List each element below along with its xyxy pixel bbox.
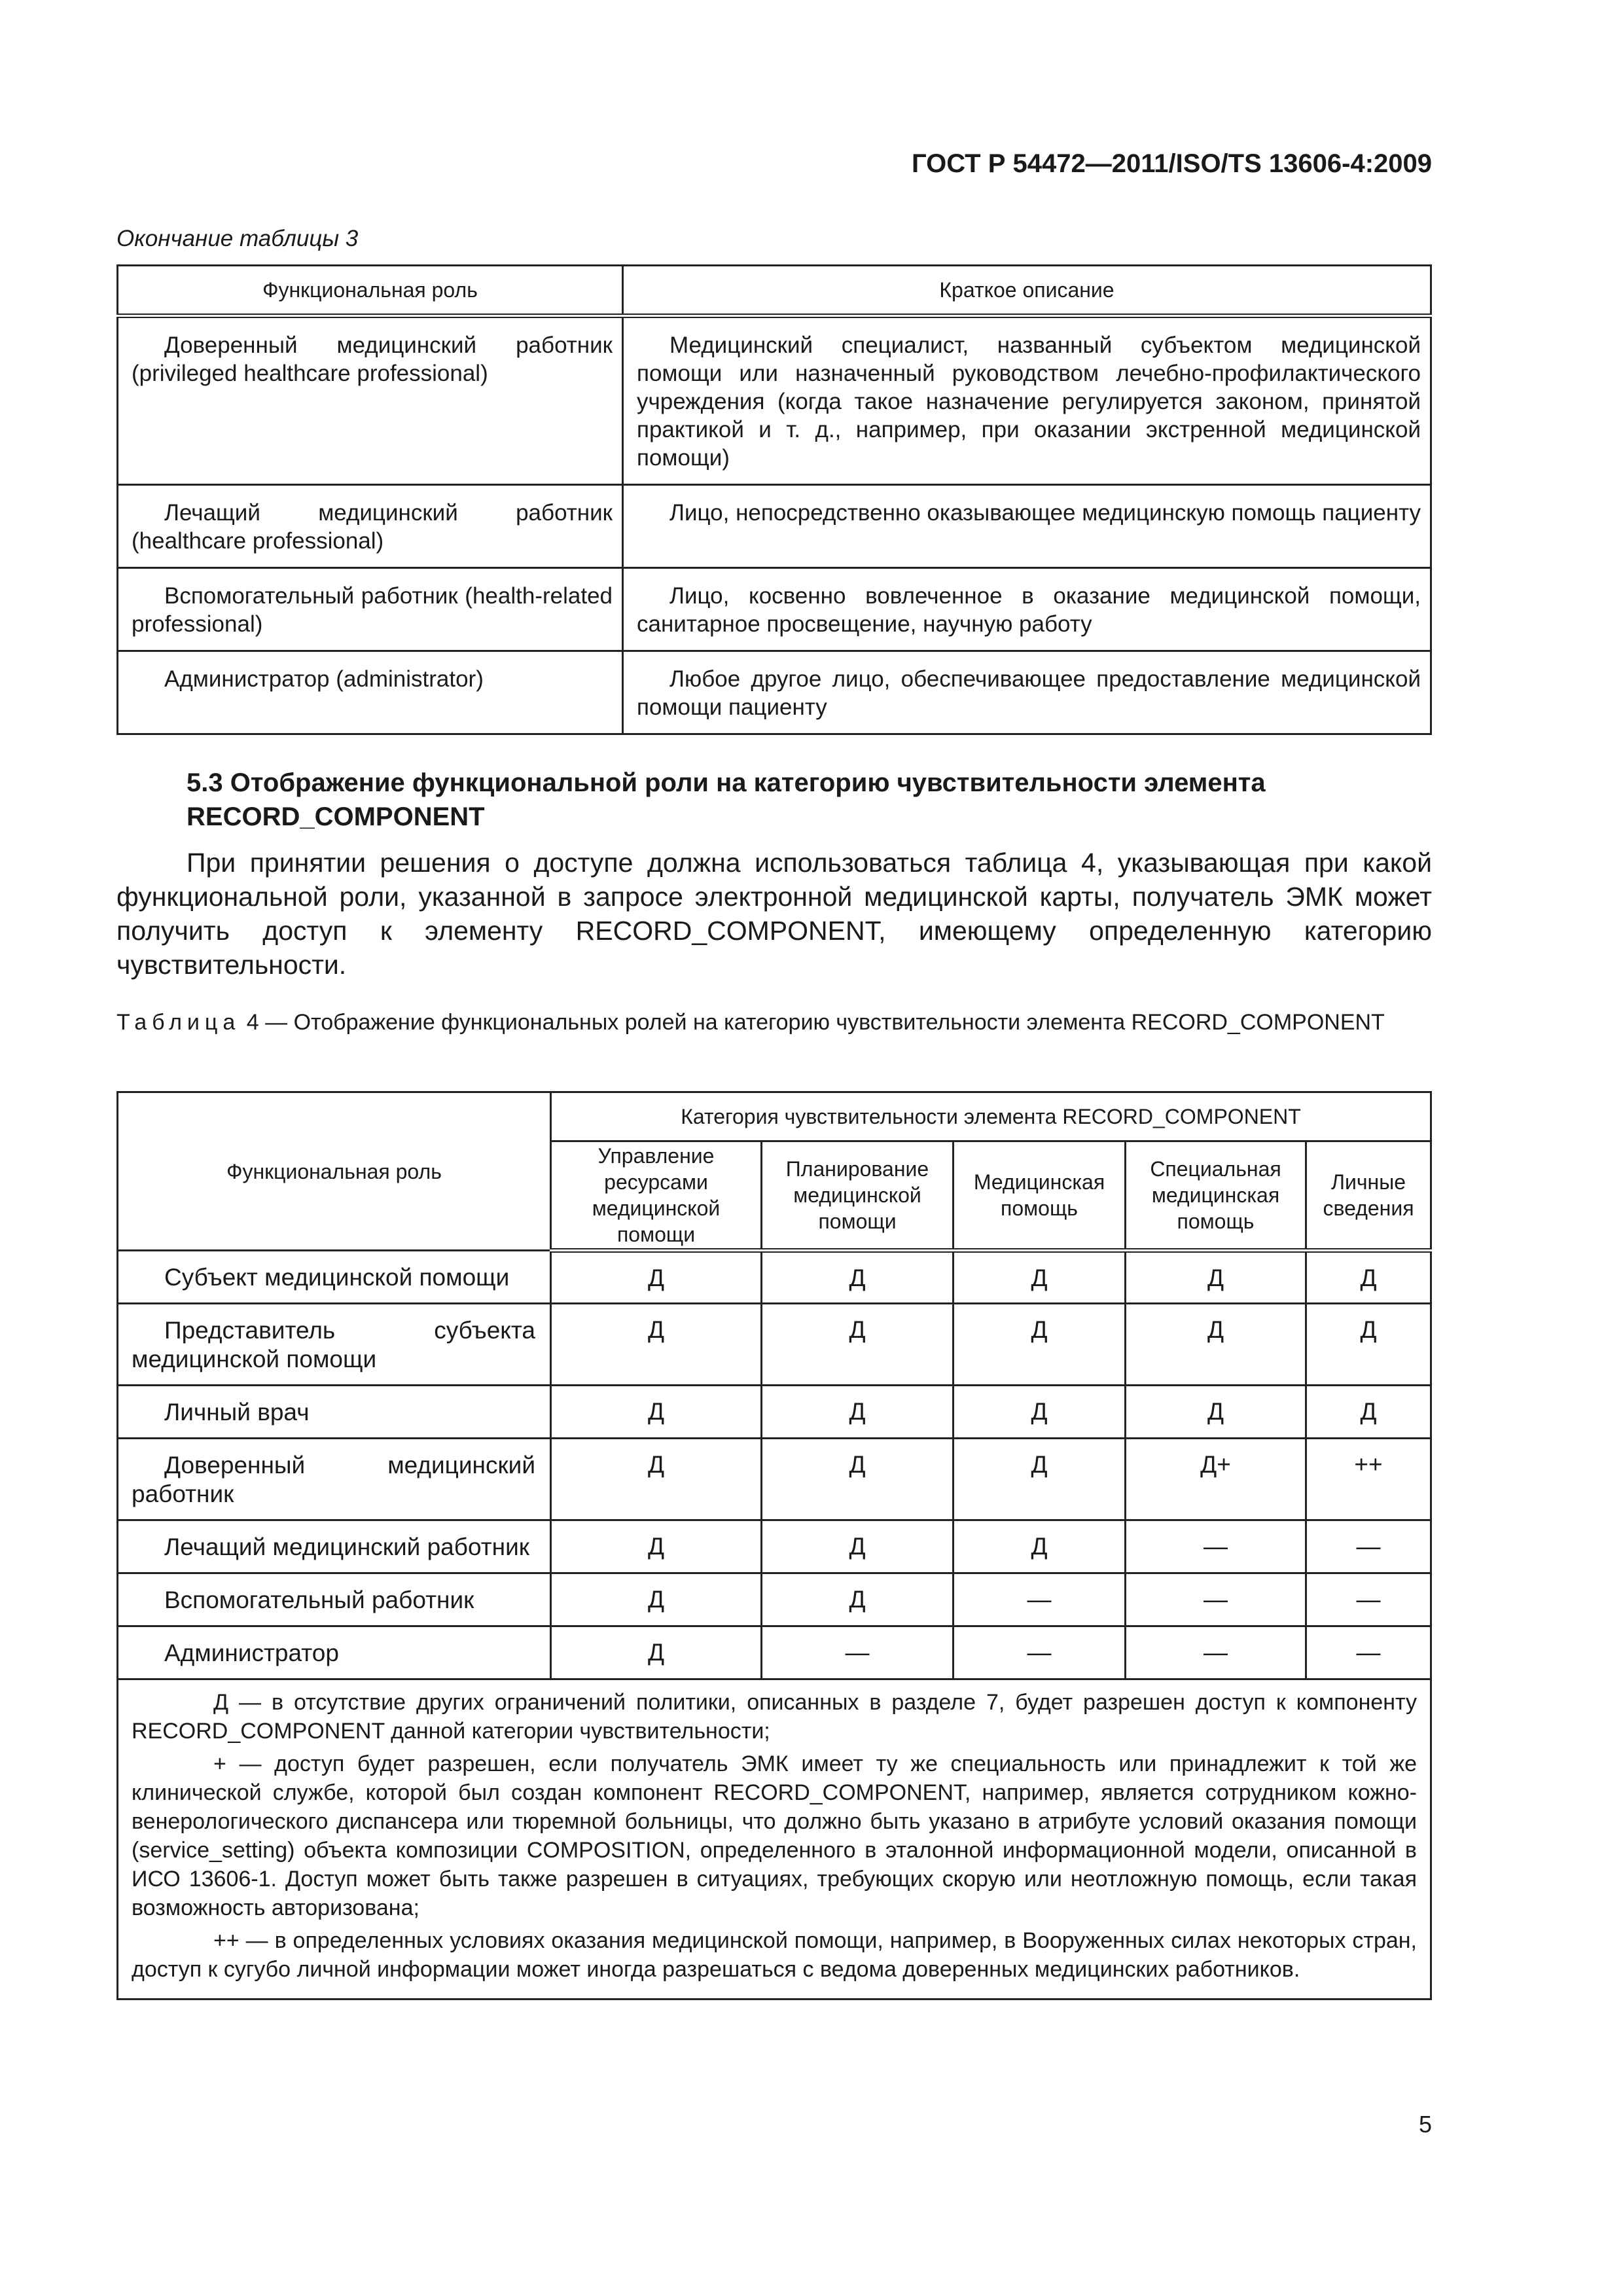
table4-value-cell: Д: [954, 1439, 1126, 1520]
table3-caption: Окончание таблицы 3: [116, 226, 359, 251]
table4-value-cell: —: [954, 1626, 1126, 1679]
page-number: 5: [1418, 2111, 1432, 2138]
table4-value-cell: Д: [551, 1520, 762, 1573]
table4-value-cell: —: [762, 1626, 954, 1679]
table4-notes: [118, 1679, 1431, 2000]
table4-value-cell: Д: [551, 1304, 762, 1386]
table4-caption-label: Таблица: [116, 1010, 241, 1035]
table-row: [118, 1304, 1431, 1386]
table4-value-cell: Д: [1306, 1251, 1431, 1304]
table3-description-cell: Медицинский специалист, названный субъектом медицинской помощи или назначенный руководством лечебно-профилактического учреждения (когда такое назначение регулируется законом, принятой практикой и т. д., например, при оказании экстренной медицинской помощи): [623, 316, 1431, 485]
table4-value-cell: —: [954, 1573, 1126, 1626]
table4-value-cell: Д: [762, 1386, 954, 1439]
table4-value-cell: Д: [762, 1251, 954, 1304]
table4-value-cell: —: [1126, 1573, 1306, 1626]
table-row: [118, 316, 1431, 485]
table4-value-cell: —: [1306, 1626, 1431, 1679]
table4-role-cell: Доверенный медицинский работник: [118, 1439, 551, 1520]
table4-value-cell: Д: [762, 1304, 954, 1386]
table4-value-cell: Д: [954, 1386, 1126, 1439]
table4-note: Д — в отсутствие других ограничений политики, описанных в разделе 7, будет разрешен доступ к компоненту RECORD_COMPONENT данной категории чувствительности;: [132, 1690, 1417, 1744]
table4-role-cell: Вспомогательный работник: [118, 1573, 551, 1626]
table4-column-header: Медицинская помощь: [954, 1141, 1126, 1251]
table-row: [118, 1626, 1431, 1679]
table4-column-header: Специальная медицинская помощь: [1126, 1141, 1306, 1251]
table4-value-cell: Д: [1126, 1304, 1306, 1386]
table4-value-cell: Д: [954, 1251, 1126, 1304]
table4-value-cell: Д: [551, 1439, 762, 1520]
table4-value-cell: ++: [1306, 1439, 1431, 1520]
table4-value-cell: Д: [762, 1520, 954, 1573]
table-row: [118, 568, 1431, 651]
table4-value-cell: Д: [551, 1626, 762, 1679]
table4-value-cell: Д: [1126, 1251, 1306, 1304]
table4-value-cell: —: [1126, 1520, 1306, 1573]
table-row: [118, 1520, 1431, 1573]
section-title: 5.3 Отображение функциональной роли на категорию чувствительности элемента RECORD_COMPONENT: [187, 768, 1266, 831]
table4-header-category: Категория чувствительности элемента RECORD_COMPONENT: [551, 1092, 1431, 1141]
table4-column-header: Личные сведения: [1306, 1141, 1431, 1251]
table4-caption: [116, 1008, 1432, 1037]
table4-header-role: Функциональная роль: [118, 1092, 551, 1251]
table-4: [116, 1091, 1432, 2000]
table4-notes-row: [118, 1679, 1431, 2000]
table4-value-cell: Д: [551, 1386, 762, 1439]
table4-column-header: Управление ресурсами медицинской помощи: [551, 1141, 762, 1251]
table3-role-cell: Администратор (administrator): [118, 651, 623, 734]
table4-column-header: Планирование медицинской помощи: [762, 1141, 954, 1251]
table-3: [116, 264, 1432, 735]
table-row: [118, 1251, 1431, 1304]
section-paragraph: При принятии решения о доступе должна использоваться таблица 4, указывающая при какой функциональной роли, указанной в запросе электронной медицинской карты, получатель ЭМК может получить доступ к элементу RECORD_COMPONENT, имеющему определенную категорию чувствительности.: [116, 848, 1432, 980]
table-row: [118, 485, 1431, 568]
table-row: [118, 651, 1431, 734]
table4-role-cell: Лечащий медицинский работник: [118, 1520, 551, 1573]
table4-value-cell: Д: [762, 1439, 954, 1520]
table4-value-cell: Д: [551, 1573, 762, 1626]
table3-description-cell: Лицо, косвенно вовлеченное в оказание медицинской помощи, санитарное просвещение, научную работу: [623, 568, 1431, 651]
table3-description-cell: Лицо, непосредственно оказывающее медицинскую помощь пациенту: [623, 485, 1431, 568]
table3-header-description: Краткое описание: [623, 266, 1431, 316]
table3-header-role: Функциональная роль: [118, 266, 623, 316]
table4-value-cell: —: [1126, 1626, 1306, 1679]
table4-note: ++ — в определенных условиях оказания медицинской помощи, например, в Вооруженных силах некоторых стран, доступ к сугубо личной информации может иногда разрешаться с ведома доверенных медицинских работников.: [132, 1928, 1417, 1982]
table4-value-cell: Д: [954, 1304, 1126, 1386]
table-row: [118, 1386, 1431, 1439]
table4-value-cell: Д: [1126, 1386, 1306, 1439]
table3-role-cell: Вспомогательный работник (health-related professional): [118, 568, 623, 651]
table4-role-cell: Субъект медицинской помощи: [118, 1251, 551, 1304]
table4-value-cell: —: [1306, 1573, 1431, 1626]
table4-value-cell: Д: [551, 1251, 762, 1304]
table4-value-cell: —: [1306, 1520, 1431, 1573]
table4-value-cell: Д: [762, 1573, 954, 1626]
table4-value-cell: Д: [1306, 1386, 1431, 1439]
table4-value-cell: Д: [954, 1520, 1126, 1573]
table3-description-cell: Любое другое лицо, обеспечивающее предоставление медицинской помощи пациенту: [623, 651, 1431, 734]
table-row: [118, 1573, 1431, 1626]
table3-role-cell: Доверенный медицинский работник (privileged healthcare professional): [118, 316, 623, 485]
table4-value-cell: Д+: [1126, 1439, 1306, 1520]
table4-caption-text: 4 — Отображение функциональных ролей на категорию чувствительности элемента RECORD_COMPONENT: [246, 1010, 1385, 1035]
table4-value-cell: Д: [1306, 1304, 1431, 1386]
table3-role-cell: Лечащий медицинский работник (healthcare professional): [118, 485, 623, 568]
table4-role-cell: Администратор: [118, 1626, 551, 1679]
table-row: [118, 1439, 1431, 1520]
table4-role-cell: Представитель субъекта медицинской помощи: [118, 1304, 551, 1386]
table4-note: + — доступ будет разрешен, если получатель ЭМК имеет ту же специальность или принадлежит к той же клинической службе, которой был создан компонент RECORD_COMPONENT, например, является сотрудником кожно-венерологического диспансера или тюремной больницы, что должно быть указано в атрибуте условий оказания помощи (service_setting) объекта композиции COMPOSITION, определенного в эталонной информационной модели, описанной в ИСО 13606-1. Доступ может быть также разрешен в ситуациях, требующих скорую или неотложную помощь, если такая возможность авторизована;: [132, 1751, 1417, 1920]
document-header: ГОСТ Р 54472—2011/ISO/TS 13606-4:2009: [912, 149, 1432, 178]
table4-role-cell: Личный врач: [118, 1386, 551, 1439]
